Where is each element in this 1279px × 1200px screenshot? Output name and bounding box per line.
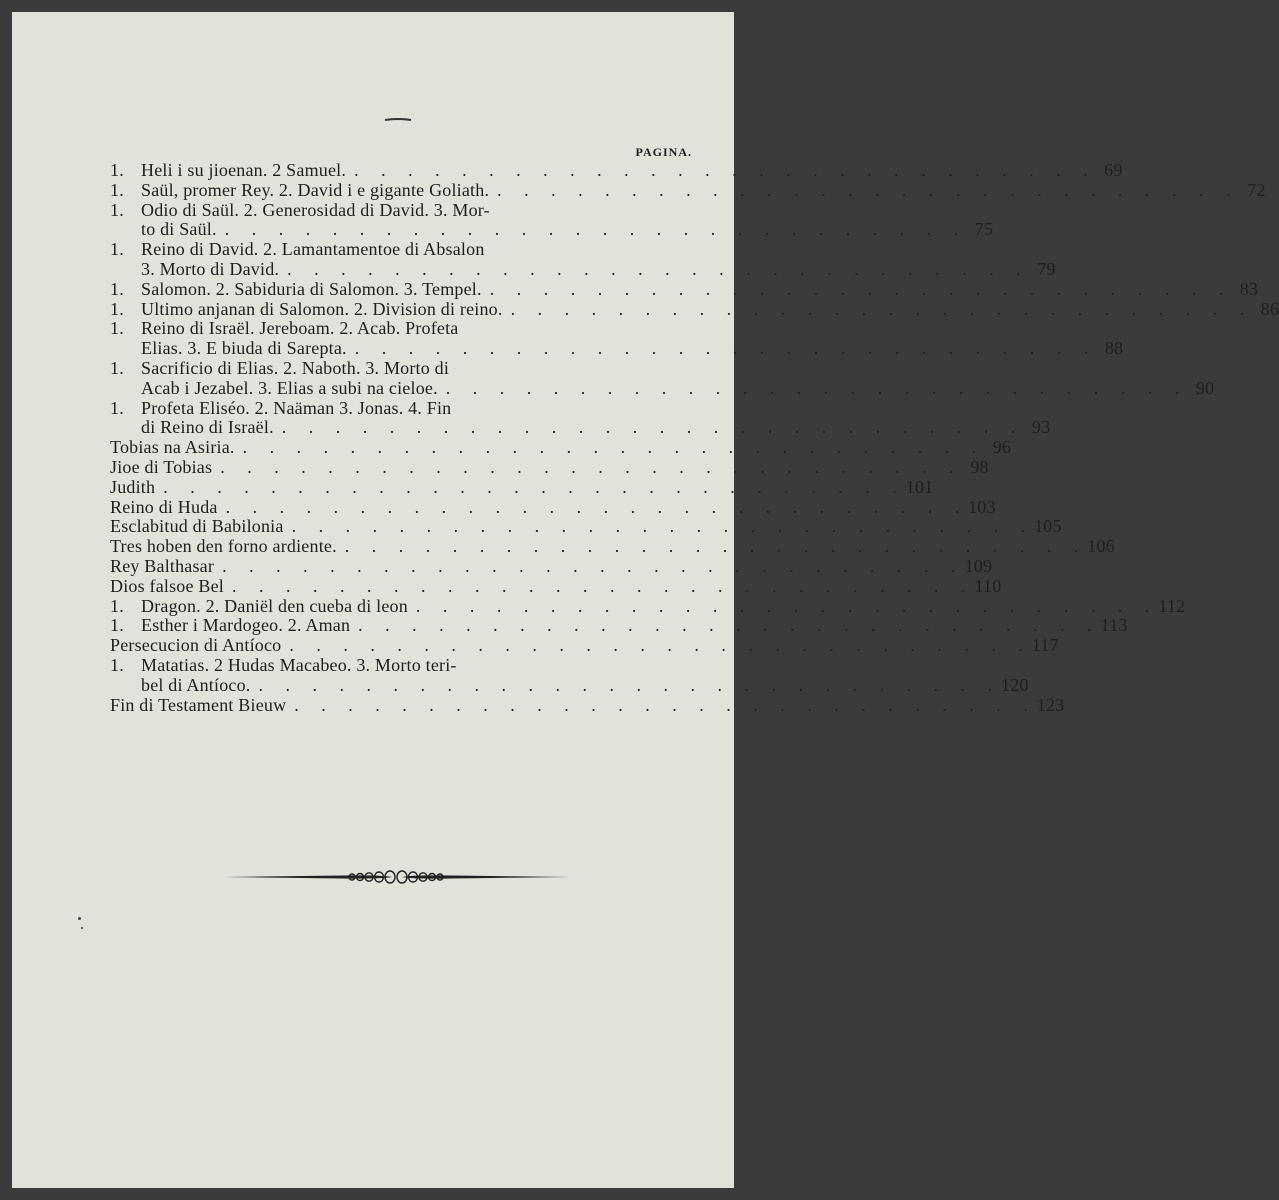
entry-title: Heli i su jioenan. 2 Samuel. (141, 160, 347, 180)
toc-line (110, 179, 1266, 201)
entry-title: Fin di Testament Bieuw (110, 694, 287, 715)
toc-line (110, 615, 1128, 636)
entry-number: 1. (110, 278, 124, 299)
entry-title: to di Saül. (141, 219, 217, 240)
toc-line (110, 201, 692, 221)
entry-title: 3. Morto di David. (141, 258, 280, 279)
entry-title: Ultimo anjanan di Salomon. 2. Division di reino. (141, 298, 503, 319)
dot-leader: . . . . . . . . . . . . . . . . . . . . . . . . . . . . (354, 160, 1097, 180)
entry-number: 1. (110, 298, 124, 319)
entry-title: Tres hoben den forno ardiente. (110, 536, 337, 557)
page-number: 88 (1104, 338, 1124, 359)
dot-leader: . . . . . . . . . . . . . . . . . . . . . . . . . . . . (231, 575, 975, 596)
entry-title: Dragon. 2. Daniël den cueba di leon (141, 595, 408, 616)
dot-leader: . . . . . . . . . . . . . . . . . . . . . . . . . . . . (163, 476, 906, 497)
entry-indent (110, 339, 141, 359)
entry-title: Persecucion di Antíoco (110, 635, 282, 656)
page-number: 105 (1034, 516, 1062, 537)
toc-line (110, 298, 1279, 320)
entry-title: Matatias. 2 Hudas Macabeo. 3. Morto teri- (141, 654, 457, 675)
entry-title: Profeta Eliséo. 2. Naäman 3. Jonas. 4. Fin (141, 397, 452, 418)
toc-line (110, 278, 1259, 300)
page-number: 106 (1087, 536, 1115, 557)
toc-line (110, 399, 692, 419)
dot-leader: . . . . . . . . . . . . . . . . . . . . . . . . . . . . (281, 417, 1025, 438)
toc-entry (110, 595, 1186, 617)
toc-line (110, 555, 993, 577)
paper-speck (81, 927, 83, 929)
toc-line (110, 338, 1124, 359)
toc-line (110, 319, 692, 339)
toc-entry (110, 160, 1123, 181)
dot-leader: . . . . . . . . . . . . . . . . . . . . . . . . . . . . (344, 536, 1088, 557)
page-number: 123 (1036, 694, 1065, 715)
dot-leader: . . . . . . . . . . . . . . . . . . . . . . . . . . . . (291, 516, 1035, 537)
entry-number: 1. (110, 654, 124, 675)
page-number: 93 (1031, 417, 1051, 438)
book-page (12, 12, 1279, 1188)
entry-title: Reino di Israël. Jereboam. 2. Acab. Profeta (141, 318, 459, 339)
entry-title: Rey Balthasar (110, 555, 215, 576)
page-number: 69 (1104, 160, 1123, 180)
toc-line (110, 656, 692, 676)
dot-leader: . . . . . . . . . . . . . . . . . . . . . . . . . . . . (222, 555, 965, 576)
entry-number: 1. (110, 357, 124, 378)
entry-title: Esther i Mardogeo. 2. Aman (141, 615, 351, 636)
top-dash-ornament (384, 117, 412, 123)
page-number: 86 (1260, 298, 1279, 319)
entry-title: Reino di Huda (110, 496, 218, 517)
toc-entry (110, 575, 1002, 597)
dot-leader: . . . . . . . . . . . . . . . . . . . . . . . . . . . . (415, 595, 1159, 616)
page-number: 72 (1247, 179, 1266, 200)
toc-entry (110, 694, 1065, 716)
entry-indent (110, 260, 141, 280)
dot-leader: . . . . . . . . . . . . . . . . . . . . . . . . . . . . (289, 635, 1032, 656)
dot-leader: . . . . . . . . . . . . . . . . . . . . . . . . . . . . (224, 219, 968, 240)
dot-leader: . . . . . . . . . . . . . . . . . . . . . . . . . . . . (225, 496, 969, 517)
toc-entry (110, 635, 1059, 656)
toc-line (110, 437, 1012, 458)
toc-line (110, 258, 1056, 280)
toc-line (110, 359, 692, 379)
toc-entry (110, 179, 1266, 201)
entry-indent (110, 220, 141, 240)
toc-entry (110, 199, 994, 241)
toc-line (110, 219, 994, 240)
entry-title: Reino di David. 2. Lamantamentoe di Absalon (141, 239, 485, 260)
toc-line (110, 516, 1062, 537)
entry-title: Odio di Saül. 2. Generosidad di David. 3. Mor- (141, 199, 490, 220)
table-of-contents (110, 143, 1279, 715)
dot-leader: . . . . . . . . . . . . . . . . . . . . . . . . . . . . (497, 179, 1240, 200)
page-column-header: PAGINA. (635, 145, 692, 159)
toc-entry (110, 298, 1279, 320)
entry-title: Judith (110, 476, 156, 497)
toc-entry (110, 437, 1012, 458)
entry-number: 1. (110, 318, 124, 339)
paper-speck (78, 917, 81, 920)
toc-entry (110, 555, 993, 577)
page-number: 79 (1037, 258, 1056, 279)
toc-entry (110, 318, 1124, 359)
page-number: 110 (974, 575, 1002, 596)
page-number: 117 (1031, 635, 1059, 656)
entry-title: Dios falsoe Bel (110, 575, 224, 596)
dot-leader: . . . . . . . . . . . . . . . . . . . . . . . . . . . . (354, 338, 1098, 359)
entry-number: 1. (110, 595, 124, 616)
toc-line (110, 476, 934, 498)
toc-line (110, 575, 1002, 597)
entry-number: 1. (110, 179, 124, 200)
entry-title: Esclabitud di Babilonia (110, 516, 284, 537)
entry-title: Salomon. 2. Sabiduria di Salomon. 3. Tempel. (141, 278, 482, 299)
toc-entry (110, 496, 996, 518)
page-number: 96 (992, 437, 1012, 458)
dot-leader: . . . . . . . . . . . . . . . . . . . . . . . . . . . . (358, 615, 1101, 636)
decorative-divider-ornament (222, 866, 572, 888)
entry-title: di Reino di Israël. (141, 417, 274, 438)
toc-line (110, 160, 1123, 181)
toc-line (110, 377, 1215, 399)
toc-entries (110, 160, 1279, 715)
entry-title: Saül, promer Rey. 2. David i e gigante Goliath. (141, 179, 490, 200)
page-number: 120 (1001, 674, 1029, 695)
toc-entry (110, 239, 1056, 280)
entry-indent (110, 676, 141, 696)
toc-line (110, 694, 1065, 716)
toc-entry (110, 536, 1115, 557)
entry-number: 1. (110, 397, 124, 418)
toc-entry (110, 516, 1062, 537)
entry-title: Acab i Jezabel. 3. Elias a subi na cieloe. (141, 377, 438, 398)
entry-indent (110, 418, 141, 438)
entry-title: Sacrificio di Elias. 2. Naboth. 3. Morto di (141, 357, 450, 378)
toc-line (110, 417, 1051, 438)
toc-line (110, 240, 692, 260)
toc-line (110, 456, 989, 478)
entry-number: 1. (110, 239, 124, 260)
toc-entry (110, 615, 1128, 636)
toc-entry (110, 456, 989, 478)
toc-entry (110, 397, 1051, 439)
dot-leader: . . . . . . . . . . . . . . . . . . . . . . . . . . . . (294, 694, 1037, 715)
toc-entry (110, 357, 1215, 399)
entry-indent (110, 379, 141, 399)
dot-leader: . . . . . . . . . . . . . . . . . . . . . . . . . . . . (445, 377, 1189, 398)
toc-entry (110, 278, 1259, 300)
toc-entry (110, 654, 1029, 696)
page-number: 112 (1158, 595, 1186, 616)
entry-number: 1. (110, 615, 124, 636)
toc-line (110, 635, 1059, 656)
toc-line (110, 496, 996, 518)
toc-entry (110, 476, 934, 498)
dot-leader: . . . . . . . . . . . . . . . . . . . . . . . . . . . . (489, 278, 1233, 299)
entry-title: bel di Antíoco. (141, 674, 251, 695)
dot-leader: . . . . . . . . . . . . . . . . . . . . . . . . . . . . (287, 258, 1030, 279)
entry-number: 1. (110, 199, 124, 220)
dot-leader: . . . . . . . . . . . . . . . . . . . . . . . . . . . . (510, 298, 1254, 319)
dot-leader: . . . . . . . . . . . . . . . . . . . . . . . . . . . . (220, 456, 963, 477)
page-number: 75 (974, 219, 994, 240)
page-number: 98 (970, 456, 989, 477)
entry-title: Jioe di Tobias (110, 456, 213, 477)
page-number: 90 (1195, 377, 1215, 398)
entry-title: Elias. 3. E biuda di Sarepta. (141, 338, 347, 359)
toc-line (110, 674, 1029, 696)
dot-leader: . . . . . . . . . . . . . . . . . . . . . . . . . . . . (242, 437, 986, 458)
page-number: 113 (1100, 615, 1128, 636)
entry-title: Tobias na Asiria. (110, 437, 235, 458)
toc-line (110, 595, 1186, 617)
dot-leader: . . . . . . . . . . . . . . . . . . . . . . . . . . . . (258, 674, 1001, 695)
page-number: 109 (964, 555, 993, 576)
entry-number: 1. (110, 160, 124, 180)
page-number: 103 (968, 496, 996, 517)
page-number: 101 (905, 476, 934, 497)
toc-line (110, 536, 1115, 557)
page-number: 83 (1239, 278, 1259, 299)
